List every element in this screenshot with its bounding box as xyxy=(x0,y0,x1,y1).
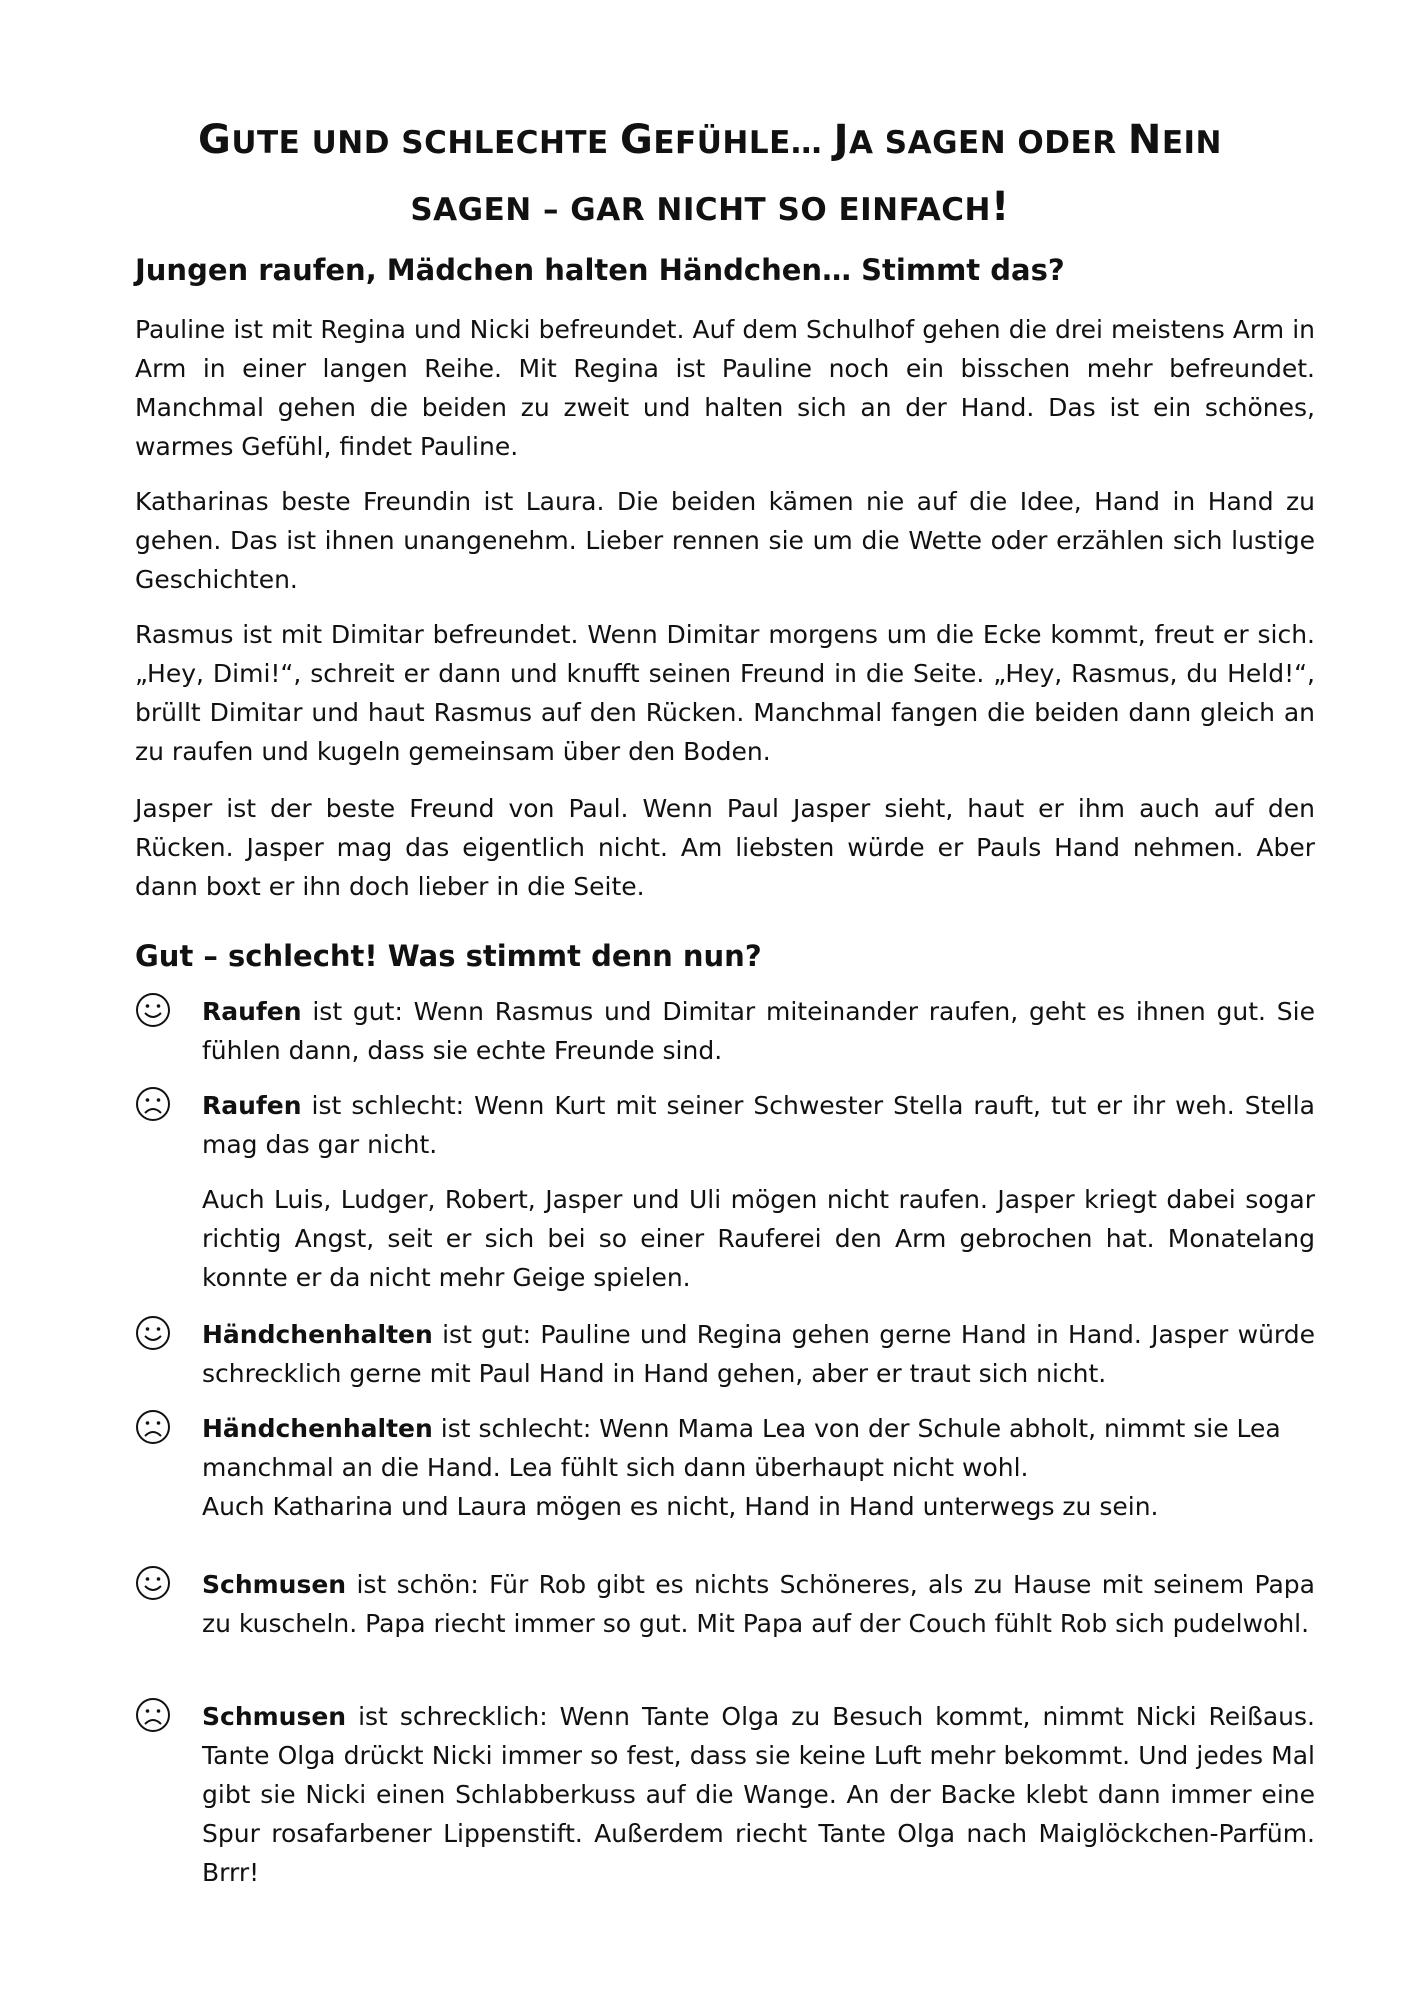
item-keyword: Händchenhalten xyxy=(202,1414,433,1443)
title-line-1: GUTE UND SCHLECHTE GEFÜHLE… JA SAGEN ODER NEIN xyxy=(197,117,1222,163)
item-text: Schmusen ist schön: Für Rob gibt es nichts Schöneres, als zu Hause mit seinem Papa zu kuscheln. Papa riecht immer so gut. Mit Papa auf der Couch fühlt Rob sich pudelwohl. xyxy=(202,1570,1315,1638)
item-keyword: Händchenhalten xyxy=(202,1320,433,1349)
list-item xyxy=(135,1086,1315,1166)
list-item xyxy=(135,1180,1315,1292)
paragraph-katharina: Katharinas beste Freundin ist Laura. Die beiden kämen nie auf die Idee, Hand in Hand zu gehen. Das ist ihnen unangenehm. Lieber rennen sie um die Wette oder erzählen sich lustige Geschichten. xyxy=(135,487,1315,594)
item-keyword: Raufen xyxy=(202,997,302,1026)
paragraph-rasmus: Rasmus ist mit Dimitar befreundet. Wenn Dimitar morgens um die Ecke kommt, freut er sich. „Hey, Dimi!“, schreit er dann und knufft seinen Freund in die Seite. „Hey, Rasmus, du Held!“, brüllt Dimitar und haut Rasmus auf den Rücken. Manchmal fangen die beiden dann gleich an zu raufen und kugeln gemeinsam über den Boden. xyxy=(135,620,1315,766)
item-text: Auch Luis, Ludger, Robert, Jasper und Uli mögen nicht raufen. Jasper kriegt dabei sogar richtig Angst, seit er sich bei so einer Rauferei den Arm gebrochen hat. Monatelang konnte er da nicht mehr Geige spielen. xyxy=(202,1185,1315,1292)
item-text: Händchenhalten ist gut: Pauline und Regina gehen gerne Hand in Hand. Jasper würde schrecklich gerne mit Paul Hand in Hand gehen, aber er traut sich nicht. xyxy=(202,1320,1315,1388)
list-item xyxy=(135,992,1315,1072)
item-text: Raufen ist gut: Wenn Rasmus und Dimitar miteinander raufen, geht es ihnen gut. Sie fühlen dann, dass sie echte Freunde sind. xyxy=(202,997,1315,1065)
list-item xyxy=(135,1697,1315,1887)
item-keyword: Schmusen xyxy=(202,1702,347,1731)
page-title xyxy=(135,108,1285,242)
smiley-icon xyxy=(135,1315,171,1351)
section-heading-2: Gut – schlecht! Was stimmt denn nun? xyxy=(135,939,762,973)
paragraph-jasper: Jasper ist der beste Freund von Paul. Wenn Paul Jasper sieht, haut er ihm auch auf den Rücken. Jasper mag das eigentlich nicht. Am liebsten würde er Pauls Hand nehmen. Aber dann boxt er ihn doch lieber in die Seite. xyxy=(135,794,1315,901)
list-item xyxy=(135,1315,1315,1395)
smiley-icon xyxy=(135,1565,171,1601)
frowny-icon xyxy=(135,1409,171,1445)
smiley-icon xyxy=(135,992,171,1028)
item-text: Raufen ist schlecht: Wenn Kurt mit seiner Schwester Stella rauft, tut er ihr weh. Stella mag das gar nicht. xyxy=(202,1091,1315,1159)
item-text: Schmusen ist schrecklich: Wenn Tante Olga zu Besuch kommt, nimmt Nicki Reißaus. Tante Olga drückt Nicki immer so fest, dass sie keine Luft mehr bekommt. Und jedes Mal gibt sie Nicki einen Schlabberkuss auf die Wange. An der Backe klebt dann immer eine Spur rosafarbener Lippenstift. Außerdem riecht Tante Olga nach Maiglöckchen-Parfüm. Brrr! xyxy=(202,1702,1315,1887)
item-text: Händchenhalten ist schlecht: Wenn Mama Lea von der Schule abholt, nimmt sie Lea manchmal an die Hand. Lea fühlt sich dann überhaupt nicht wohl. Auch Katharina und Laura mögen es nicht, Hand in Hand unterwegs zu sein. xyxy=(202,1414,1281,1521)
frowny-icon xyxy=(135,1086,171,1122)
list-item xyxy=(135,1409,1315,1521)
title-line-2: SAGEN – GAR NICHT SO EINFACH! xyxy=(410,184,1010,230)
item-keyword: Raufen xyxy=(202,1091,302,1120)
item-keyword: Schmusen xyxy=(202,1570,347,1599)
paragraph-pauline: Pauline ist mit Regina und Nicki befreundet. Auf dem Schulhof gehen die drei meistens Arm in Arm in einer langen Reihe. Mit Regina ist Pauline noch ein bisschen mehr befreundet. Manchmal gehen die beiden zu zweit und halten sich an der Hand. Das ist ein schönes, warmes Gefühl, findet Pauline. xyxy=(135,315,1315,461)
list-item xyxy=(135,1565,1315,1645)
section-heading-1: Jungen raufen, Mädchen halten Händchen… Stimmt das? xyxy=(135,253,1065,287)
frowny-icon xyxy=(135,1697,171,1733)
